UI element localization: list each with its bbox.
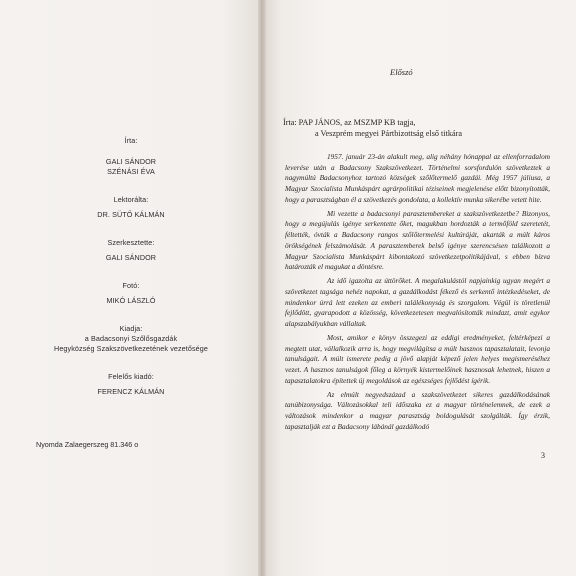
photographer-name: MIKÓ LÁSZLÓ (106, 296, 156, 305)
written-by-label: Írta: (124, 136, 138, 145)
paragraph: Az idő igazolta az úttörőket. A megalakulástól napjainkig ugyan megért a szövetkezet tagsága nehéz napokat, a gazdálkodást fékező és serkentő intézkedéseket, de mindenkor úrrá lett ezeken az emberi találékonyság és szorgalom. Végül is töretlenül fejlődött, gyarapodott a közösség, következetesen megvalósították mindazt, amit egykor alapszabályukban vállaltak. (285, 276, 550, 328)
author-name: SZÉNÁSI ÉVA (107, 167, 155, 176)
foreword-body (285, 152, 550, 436)
book-gutter (258, 0, 266, 576)
paragraph: Mi vezette a badacsonyi parasztembereket a szakszövetkezetbe? Bizonyos, hogy a megújulás igénye serkentette őket, magukban hordozták a termőföld szeretetét, féltették, óvták a Badacsony rangos szőlőtermelési kultúráját, akarták a múlt káros örökségének felszámolását. A parasztemberek belső igénye szerencsésen találkozott a Magyar Szocialista Munkáspárt kibontakozó szövetkezetpolitikájával, s ebben bízva határozták el magukat a döntésre. (285, 208, 550, 272)
paragraph: 1957. január 23-án alakult meg, alig néhány hónappal az ellenforradalom leverése után a Badacsony Szakszövetkezet. Történelmi sorsfordulón szövetkeztek a nagymúltú Badacsonyhoz tartozó községek szőlőtermelő gazdái. Még 1957 júliusa, a Magyar Szocialista Munkáspárt agrárpolitikai téziseinek megjelenése előtt bizonyították, hogy a parasztságban él a szövetkezés gondolata, a kollektív munka sikerébe vetett hite. (285, 152, 550, 204)
responsible-publisher-name: FERENCZ KÁLMÁN (97, 387, 165, 396)
author-name: GALI SÁNDOR (105, 157, 157, 166)
editor-name: GALI SÁNDOR (105, 253, 157, 262)
printer-imprint: Nyomda Zalaegerszeg 81.346 o (36, 440, 139, 449)
published-label: Kiadja: (119, 324, 143, 333)
foreword-author (283, 117, 543, 139)
page-title: Előszó (390, 67, 413, 77)
paragraph: Az elmúlt negyedszázad a szakszövetkezet sikeres gazdálkodásának tanúbizonysága. Változásokkal teli időszaka ez a magyar történelemnek, de ezek a változások mindenkor a magyar parasztság boldogulását szolgálták. Így érzik, tapasztalják ezt a Badacsony lábánál gazdálkodó (285, 389, 550, 431)
edited-label: Szerkesztette: (107, 238, 155, 247)
proofread-label: Lektorálta: (113, 195, 149, 204)
responsible-label: Felelős kiadó: (108, 372, 154, 381)
publisher-line: Hegyközség Szakszövetkezetének vezetősége (54, 344, 208, 353)
photo-label: Fotó: (122, 281, 140, 290)
publisher-line: a Badacsonyi Szőlősgazdák (84, 334, 178, 343)
proofreader-name: DR. SÜTŐ KÁLMÁN (97, 210, 165, 219)
left-page (0, 0, 262, 576)
page-number: 3 (541, 451, 545, 460)
author-line: Írta: PAP JÁNOS, az MSZMP KB tagja, (283, 118, 416, 127)
author-line: a Veszprém megyei Pártbizottság első titkára (315, 129, 462, 138)
paragraph: Most, amikor e könyv összegezi az eddigi eredményeket, feltérképezi a megtett utat, vállalkozik arra is, hogy megvilágítsa a múlt hasznos tapasztalatait, levonja tanulságait. A múlt ismerete pedig a jövő alapját képező jelen helyes megismeréséhez vezet. A hasznos tanulságok főleg a környék kistermelőinek hasznosak lehetnek, hiszen a tapasztalatokra építettek új megoldások az egészséges fejlődést ígérik. (285, 332, 550, 385)
